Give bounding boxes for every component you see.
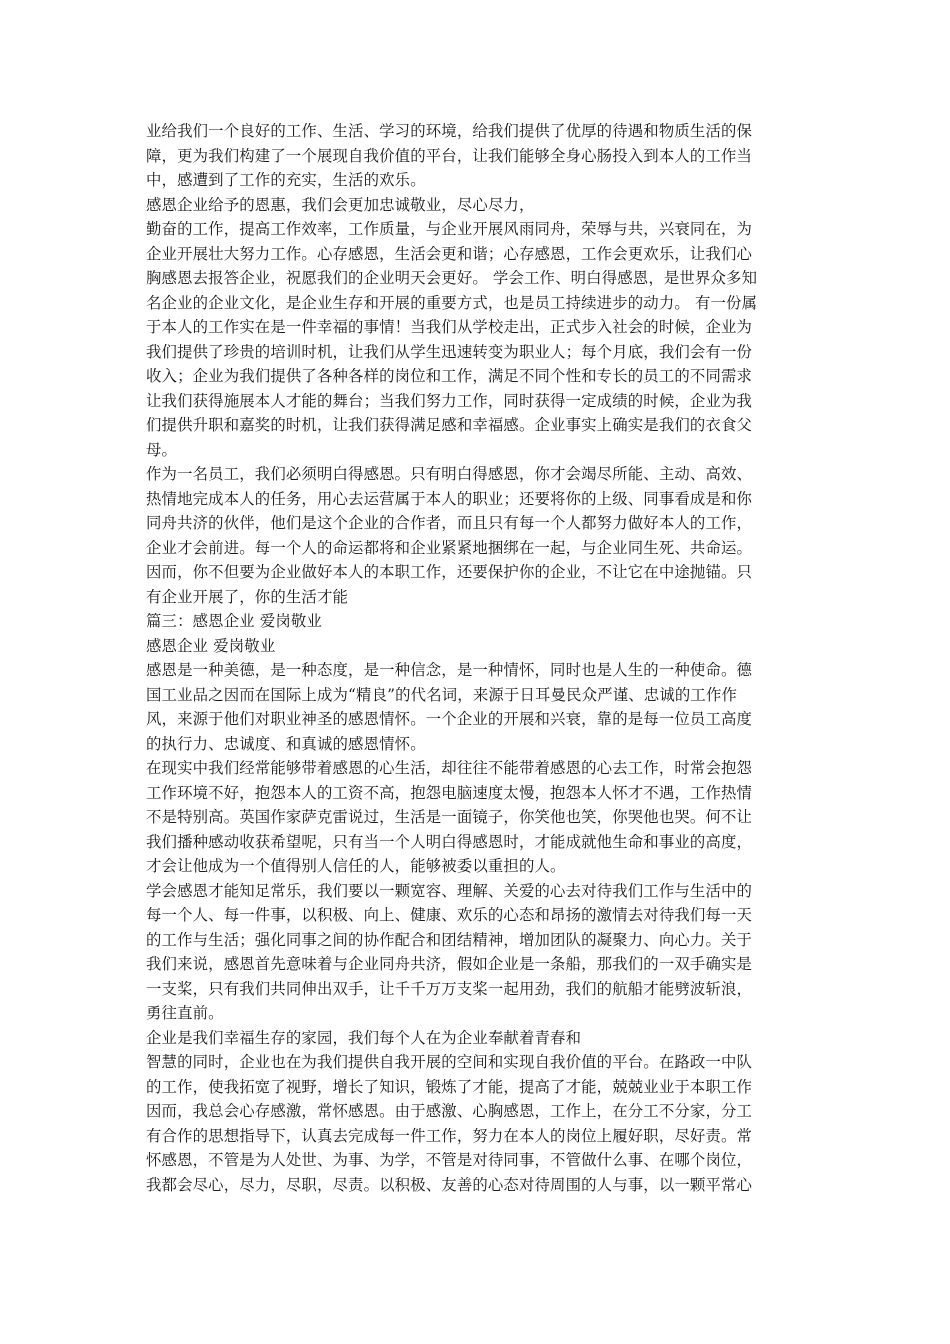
text-line: 学会感恩才能知足常乐，我们要以一颗宽容、理解、关爱的心去对待我们工作与生活中的 xyxy=(146,881,753,900)
text-line: 作为一名员工，我们必须明白得感恩。只有明白得感恩，你才会竭尽所能、主动、高效、 xyxy=(146,465,753,483)
text-line: 们提供升职和嘉奖的时机，让我们获得满足感和幸福感。企业事实上确实是我们的衣食父 xyxy=(146,416,753,434)
text-line: 勤奋的工作，提高工作效率，工作质量，与企业开展风雨同舟，荣辱与共，兴衰同在，为 xyxy=(146,220,753,238)
body-text xyxy=(146,119,806,1197)
text-line: 障，更为我们构建了一个展现自我价值的平台，让我们能够全身心肠投入到本人的工作当 xyxy=(146,146,753,165)
text-line: 企业才会前进。每一个人的命运都将和企业紧紧地捆绑在一起，与企业同生死、共命运。 xyxy=(146,538,753,557)
text-line: 有合作的思想指导下，认真去完成每一件工作，努力在本人的岗位上履好职，尽好责。常 xyxy=(146,1126,753,1145)
text-line: 每一个人、每一件事，以积极、向上、健康、欢乐的心态和昂扬的激情去对待我们每一天 xyxy=(146,906,753,924)
text-line: 同舟共济的伙伴，他们是这个企业的合作者，而且只有每一个人都努力做好本人的工作， xyxy=(146,514,753,532)
text-line: 感恩是一种美德，是一种态度，是一种信念，是一种情怀，同时也是人生的一种使命。德 xyxy=(146,661,753,679)
text-line: 的工作与生活；强化同事之间的协作配合和团结精神，增加团队的凝聚力、向心力。关于 xyxy=(146,930,753,949)
text-line: 母。 xyxy=(146,440,178,459)
text-line: 怀感恩，不管是为人处世、为事、为学，不管是对待同事，不管做什么事、在哪个岗位， xyxy=(146,1151,753,1169)
section-heading: 篇三：感恩企业 爱岗敬业 xyxy=(146,612,322,630)
text-line: 企业开展壮大努力工作。心存感恩，生活会更和谐；心存感恩，工作会更欢乐，让我们心 xyxy=(146,244,753,263)
text-line: 不是特别高。英国作家萨克雷说过，生活是一面镜子，你笑他也笑，你哭他也哭。何不让 xyxy=(146,808,753,826)
text-line: 一支桨，只有我们共同伸出双手，让千千万万支桨一起用劲，我们的航船才能劈波斩浪， xyxy=(146,979,753,998)
text-line: 有企业开展了，你的生活才能 xyxy=(146,587,349,606)
text-line: 我们播种感动收获希望呢，只有当一个人明白得感恩时，才能成就他生命和事业的高度， xyxy=(146,832,753,851)
text-line: 企业是我们幸福生存的家园，我们每个人在为企业奉献着青春和 xyxy=(146,1028,582,1047)
text-line: 我们提供了珍贵的培训时机，让我们从学生迅速转变为职业人；每个月底，我们会有一份 xyxy=(146,342,753,361)
text-line: 中，感遭到了工作的充实，生活的欢乐。 xyxy=(146,171,426,189)
text-line: 在现实中我们经常能够带着感恩的心生活，却往往不能带着感恩的心去工作，时常会抱怨 xyxy=(146,759,753,777)
text-line: 名企业的企业文化，是企业生存和开展的重要方式，也是员工持续进步的动力。 有一份属 xyxy=(146,293,758,312)
text-line: 才会让他成为一个值得别人信任的人，能够被委以重担的人。 xyxy=(146,857,566,875)
text-line: 因而，你不但要为企业做好本人的本职工作，还要保护你的企业，不让它在中途抛锚。只 xyxy=(146,563,753,581)
text-line: 国工业品之因而在国际上成为“精良”的代名词，来源于日耳曼民众严谨、忠诚的工作作 xyxy=(146,685,738,704)
text-line: 风，来源于他们对职业神圣的感恩情怀。一个企业的开展和兴衰，靠的是每一位员工高度 xyxy=(146,710,753,728)
text-line: 的执行力、忠诚度、和真诚的感恩情怀。 xyxy=(146,734,426,753)
text-line: 工作环境不好，抱怨本人的工资不高，抱怨电脑速度太慢，抱怨本人怀才不遇，工作热情 xyxy=(146,783,753,802)
text-line: 我们来说，感恩首先意味着与企业同舟共济，假如企业是一条船，那我们的一双手确实是 xyxy=(146,955,753,973)
text-line: 的工作，使我拓宽了视野，增长了知识，锻炼了才能，提高了才能，兢兢业业于本职工作 xyxy=(146,1077,753,1096)
text-line: 智慧的同时，企业也在为我们提供自我开展的空间和实现自我价值的平台。在路政一中队 xyxy=(146,1053,753,1071)
text-line: 因而，我总会心存感激，常怀感恩。由于感激、心胸感恩，工作上，在分工不分家，分工 xyxy=(146,1102,753,1120)
text-line: 业给我们一个良好的工作、生活、学习的环境，给我们提供了优厚的待遇和物质生活的保 xyxy=(146,122,753,140)
text-line: 感恩企业给予的恩惠，我们会更加忠诚敬业，尽心尽力， xyxy=(146,195,535,214)
text-line: 胸感恩去报答企业，祝愿我们的企业明天会更好。 学会工作、明白得感恩，是世界众多知 xyxy=(146,269,758,287)
text-line: 于本人的工作实在是一件幸福的事情！当我们从学校走出，正式步入社会的时候，企业为 xyxy=(146,318,753,336)
section-subheading: 感恩企业 爱岗敬业 xyxy=(146,636,276,655)
text-line: 勇往直前。 xyxy=(146,1004,224,1022)
text-line: 我都会尽心，尽力，尽职，尽责。以积极、友善的心态对待周围的人与事，以一颗平常心 xyxy=(146,1175,753,1194)
text-line: 让我们获得施展本人才能的舞台；当我们努力工作，同时获得一定成绩的时候，企业为我 xyxy=(146,391,753,410)
text-line: 热情地完成本人的任务，用心去运营属于本人的职业；还要将你的上级、同事看成是和你 xyxy=(146,489,753,508)
text-line: 收入；企业为我们提供了各种各样的岗位和工作，满足不同个性和专长的员工的不同需求 xyxy=(146,367,753,385)
